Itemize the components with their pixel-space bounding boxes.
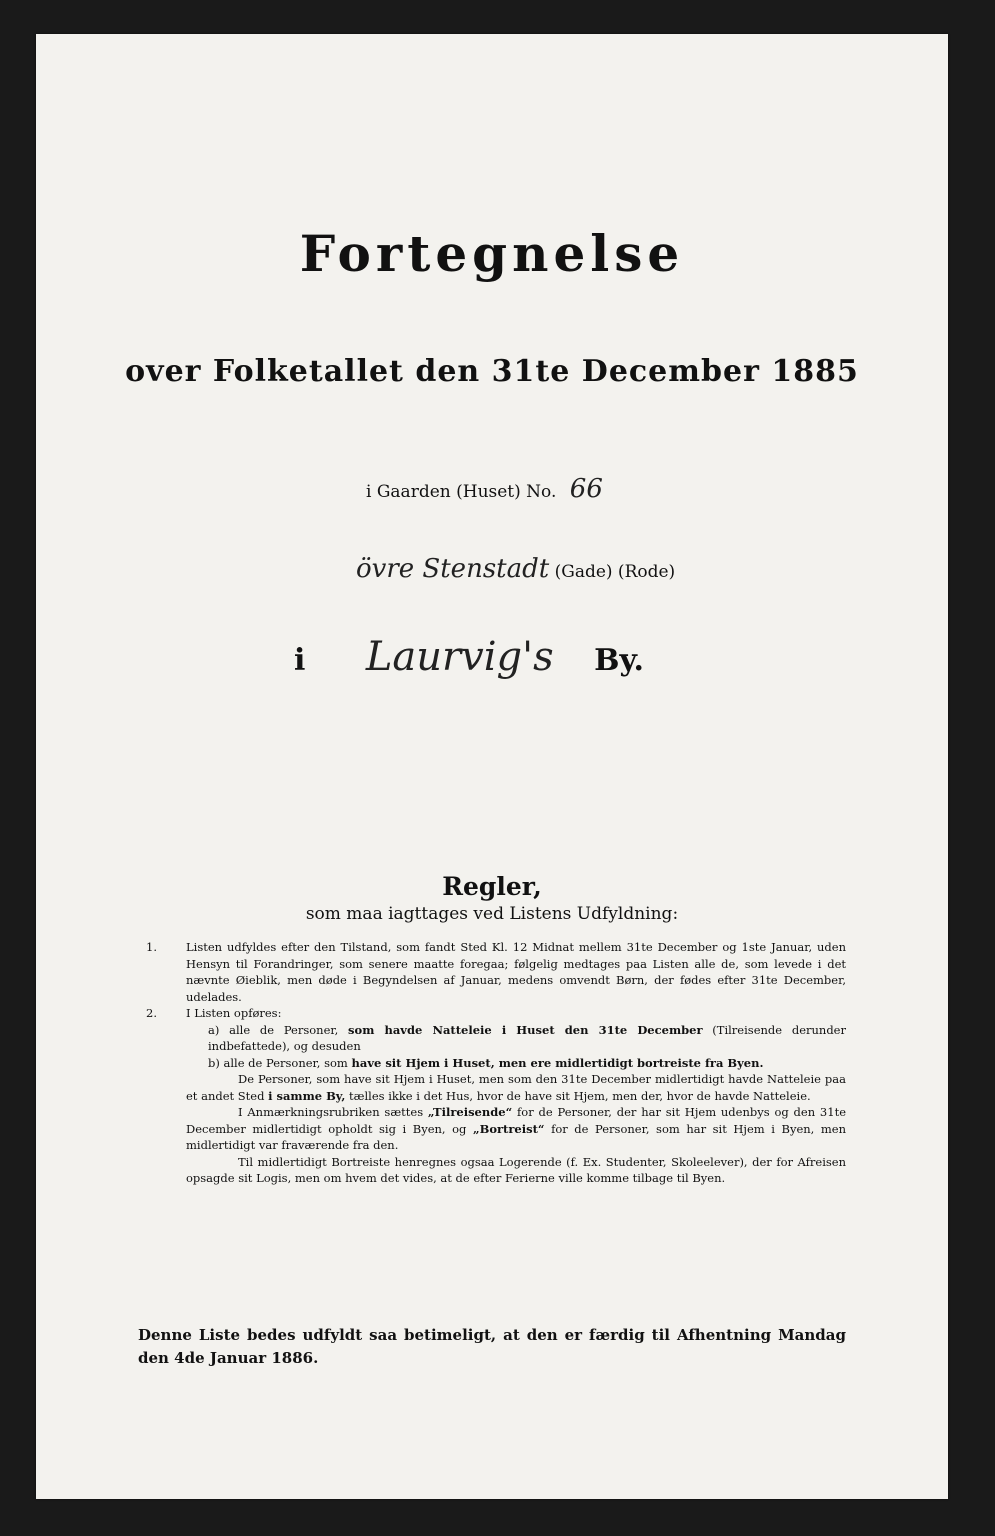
rules-heading: Regler, xyxy=(442,872,542,901)
rule-text: for de Personer, der har sit Hjem udenbys og den 31te December midlertidigt opholdt sig i Byen, og xyxy=(186,1105,846,1136)
rules-list xyxy=(146,939,846,1187)
gaard-field xyxy=(366,474,603,504)
street-handwritten: övre Stenstadt xyxy=(356,554,550,584)
rule-text-bold: „Tilreisende“ xyxy=(427,1105,513,1119)
form-title: Fortegnelse xyxy=(299,224,685,283)
city-handwritten: Laurvig's xyxy=(365,634,554,680)
rule-text: Til midlertidigt Bortreiste henregnes ogsaa Logerende (f. Ex. Studenter, Skoleelever), der for Afreisen opsagde sit Logis, men om hvem det vides, at de efter Ferierne ville komme tilbage til Byen. xyxy=(186,1154,846,1185)
rule-number: 1. xyxy=(146,940,157,954)
rule-number: 2. xyxy=(146,1006,157,1020)
rule-text: a) alle de Personer, xyxy=(208,1022,349,1037)
closing-note: Denne Liste bedes udfyldt saa betimeligt, at den er færdig til Afhentning Mandag den 4de Januar 1886. xyxy=(138,1326,846,1367)
rule-item-2a xyxy=(186,1022,846,1055)
rule-text-bold: i samme By, xyxy=(268,1088,346,1103)
form-subtitle: over Folketallet den 31te December 1885 xyxy=(125,354,859,389)
rule-text: tælles ikke i det Hus, hvor de have sit Hjem, men der, hvor de havde Natteleie. xyxy=(345,1088,811,1103)
rule-paragraph-1 xyxy=(186,1071,846,1104)
rule-text: Listen udfyldes efter den Tilstand, som fandt Sted Kl. 12 Midnat mellem 31te December og 1ste Januar, uden Hensyn til Forandringer, som senere maatte foregaa; følgelig medtages paa Listen alle de, som levede i det nævnte Øieblik, men døde i Begyndelsen af Januar, medens omvendt Børn, der fødes efter 31te December, udelades. xyxy=(186,940,846,1004)
rule-text-bold: have sit Hjem i Huset, men ere midlertidigt bortreiste fra Byen. xyxy=(351,1055,764,1070)
street-field xyxy=(356,554,675,584)
rule-text: b) alle de Personer, som xyxy=(208,1055,352,1070)
rule-text: (Tilreisende derunder indbefattede), og desuden xyxy=(208,1022,846,1053)
rule-item-2 xyxy=(146,1005,846,1022)
rules-subheading: som maa iagttages ved Listens Udfyldning: xyxy=(305,904,679,924)
census-form-page xyxy=(36,34,948,1499)
rule-text-bold: „Bortreist“ xyxy=(472,1121,545,1136)
street-label: (Gade) (Rode) xyxy=(554,562,676,582)
city-field xyxy=(294,634,644,680)
rule-text: I Listen opføres: xyxy=(186,1006,282,1020)
rule-text: for de Personer, som har sit Hjem i Byen, men midlertidigt var fraværende fra den. xyxy=(186,1121,846,1152)
city-suffix: By. xyxy=(594,643,644,678)
rule-text-bold: som havde Natteleie i Huset den 31te December xyxy=(348,1022,703,1037)
gaard-label: i Gaarden (Huset) No. xyxy=(366,482,557,502)
rule-paragraph-3 xyxy=(186,1154,846,1187)
city-prefix: i xyxy=(294,643,306,678)
rule-text: De Personer, som have sit Hjem i Huset, men som den 31te December midlertidigt havde Natteleie paa et andet Sted xyxy=(186,1072,846,1103)
gaard-number-handwritten: 66 xyxy=(569,474,603,504)
rule-item-2b xyxy=(186,1055,846,1072)
rule-text: I Anmærkningsrubriken sættes xyxy=(238,1105,428,1119)
rule-item-1 xyxy=(146,939,846,1005)
rule-paragraph-2 xyxy=(186,1104,846,1154)
